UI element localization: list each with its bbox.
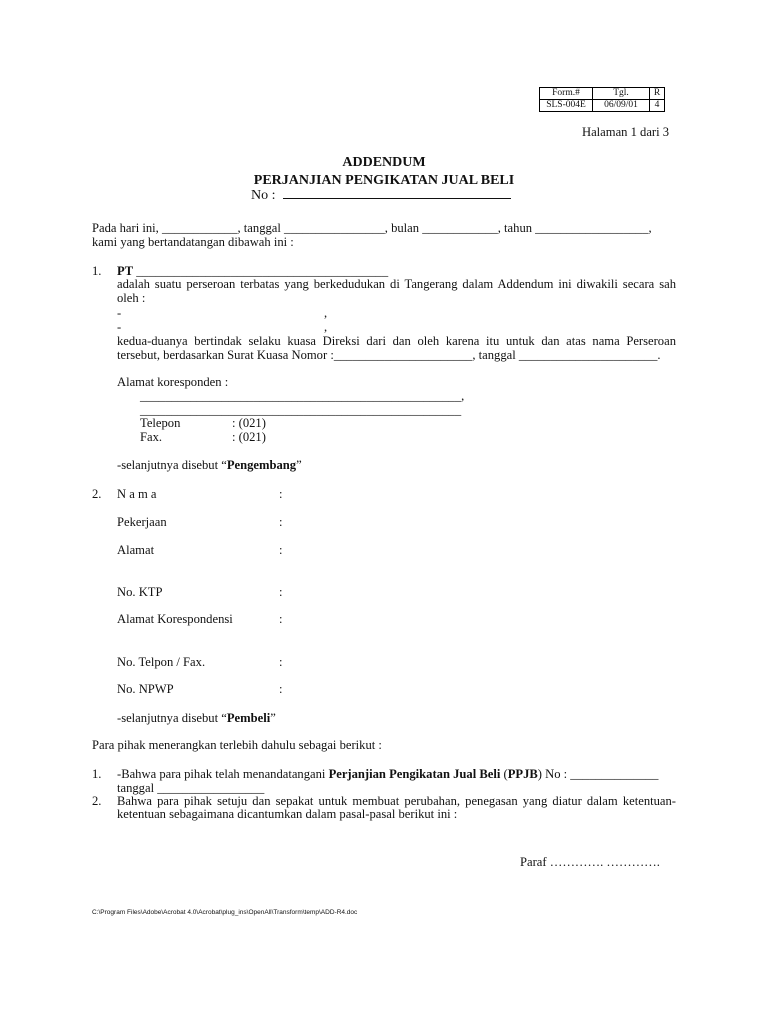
party2-pekerjaan-label: Pekerjaan [117, 515, 167, 529]
document-title: ADDENDUM [342, 155, 426, 170]
party2-npwp-colon: : [279, 682, 283, 696]
footer-file-path: C:\Program Files\Adobe\Acrobat 4.0\Acrobat\plug_ins\OpenAll\Transform\temp\ADD-R4.doc [92, 909, 358, 916]
intro-line-2: kami yang bertandatangan dibawah ini : [92, 235, 294, 249]
recital-1-prefix: -Bahwa para pihak telah menandatangani [117, 767, 329, 781]
party1-authority-line-2: tersebut, berdasarkan Surat Kuasa Nomor :______________________, tanggal ______________________. [117, 348, 661, 362]
recital-1-agreement-name: Perjanjian Pengikatan Jual Beli [328, 767, 501, 781]
form-header-revision: R [650, 88, 665, 100]
party1-phone-label: Telepon [140, 416, 181, 430]
party2-alamat-korespondensi-label: Alamat Korespondensi [117, 612, 233, 626]
party2-referred-suffix: ” [270, 711, 276, 725]
party1-address-label: Alamat koresponden : [117, 375, 229, 389]
form-info-table [539, 87, 665, 112]
party1-address-line-2: ___________________________________________________ [140, 403, 462, 417]
party2-referred-prefix: -selanjutnya disebut “ [117, 711, 227, 725]
recital-1-mid: ( [500, 767, 508, 781]
party2-referred-as [117, 711, 276, 726]
recital-1-abbreviation: PPJB [507, 767, 538, 781]
party1-referred-as [117, 458, 302, 473]
recitals-intro: Para pihak menerangkan terlebih dahulu sebagai berikut : [92, 738, 382, 752]
party1-referred-suffix: ” [296, 458, 302, 472]
party2-ktp-colon: : [279, 585, 283, 599]
party2-telpon-colon: : [279, 655, 283, 669]
party1-pt-label: PT [117, 264, 134, 278]
party1-address-line-1: ___________________________________________________, [140, 389, 465, 403]
form-date-value: 06/09/01 [593, 100, 650, 112]
recital-1-suffix: ) No : ______________ [537, 767, 659, 781]
document-subtitle: PERJANJIAN PENGIKATAN JUAL BELI [253, 173, 515, 188]
recital-1-line-2: tanggal _________________ [117, 781, 265, 795]
party2-ktp-label: No. KTP [117, 585, 163, 599]
paraf-initials: Paraf …………. …………. [520, 855, 660, 869]
party1-desc-line-2: oleh : [117, 291, 146, 305]
party1-pt-blank: ________________________________________ [136, 264, 389, 278]
party1-referred-prefix: -selanjutnya disebut “ [117, 458, 227, 472]
document-number-label: No : [251, 188, 276, 203]
party2-telpon-label: No. Telpon / Fax. [117, 655, 206, 669]
party2-nama-label: N a m a [117, 487, 157, 501]
document-number [251, 187, 511, 204]
recital-1-line-1 [117, 767, 658, 782]
party2-nama-colon: : [279, 487, 283, 501]
party1-number: 1. [92, 264, 102, 278]
form-header-date: Tgl. [593, 88, 650, 100]
party1-phone-value: : (021) [232, 416, 266, 430]
form-number-value: SLS-004E [540, 100, 593, 112]
party2-alamat-label: Alamat [117, 543, 155, 557]
document-number-blank [283, 189, 511, 199]
party1-rep2-dash: - [117, 320, 122, 334]
party2-alamat-korespondensi-colon: : [279, 612, 283, 626]
party1-referred-name: Pengembang [226, 458, 297, 472]
party2-alamat-colon: : [279, 543, 283, 557]
recital-2-line-1: Bahwa para pihak setuju dan sepakat untuk membuat perubahan, penegasan yang diatur dalam ketentuan- [117, 794, 676, 808]
party1-fax-label: Fax. [140, 430, 163, 444]
recital-2-line-2: ketentuan sebagaimana dicantumkan dalam pasal-pasal berikut ini : [117, 807, 458, 821]
party2-npwp-label: No. NPWP [117, 682, 174, 696]
party1-rep1-dash: - [117, 306, 122, 320]
party1-rep2-comma: , [324, 320, 328, 334]
recital-2-number: 2. [92, 794, 102, 808]
party1-desc-line-1: adalah suatu perseroan terbatas yang berkedudukan di Tangerang dalam Addendum ini diwakili secara sah [117, 277, 676, 291]
recital-1-number: 1. [92, 767, 102, 781]
form-header-number: Form.# [540, 88, 593, 100]
party1-authority-line-1: kedua-duanya bertindak selaku kuasa Direksi dari dan oleh karena itu untuk dan atas nama Perseroan [117, 334, 676, 348]
party1-fax-value: : (021) [232, 430, 266, 444]
party2-referred-name: Pembeli [226, 711, 271, 725]
party2-pekerjaan-colon: : [279, 515, 283, 529]
intro-line-1: Pada hari ini, ____________, tanggal ________________, bulan ____________, tahun __________________, [92, 221, 652, 235]
party1-rep1-comma: , [324, 306, 328, 320]
party2-number: 2. [92, 487, 102, 501]
form-revision-value: 4 [650, 100, 665, 112]
page-indicator: Halaman 1 dari 3 [582, 125, 670, 139]
